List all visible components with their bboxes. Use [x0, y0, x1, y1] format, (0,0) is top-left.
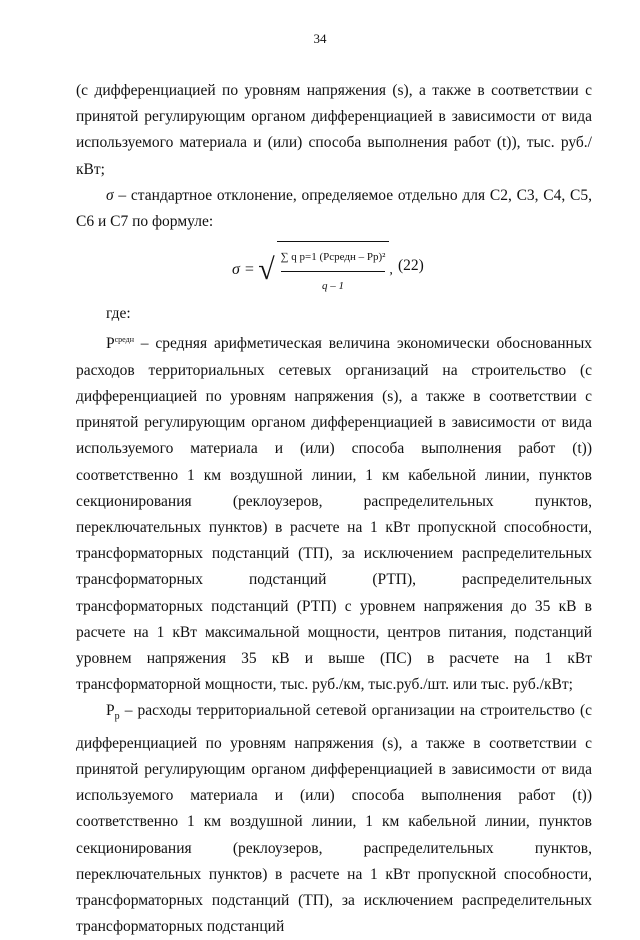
- p-p-subscript: p: [114, 711, 120, 723]
- p-sredn-symbol: P: [106, 335, 115, 353]
- sqrt-icon: √: [258, 253, 275, 287]
- p-p-symbol: P: [106, 702, 115, 720]
- page-number: 34: [313, 31, 327, 46]
- formula-denominator: q – 1: [322, 280, 345, 293]
- where-label: где:: [106, 305, 131, 323]
- formula-expression: [232, 241, 393, 299]
- document-body: [76, 78, 592, 940]
- paragraph-continuation: (с дифференциацией по уровням напряжения (s), а также в соответствии с принятой регулирующим органом дифференциацией в зависимости от вида используемого материала и (или) способа выполнения работ (t)), тыс. руб./кВт;: [76, 82, 592, 178]
- p-p-definition-text: – расходы территориальной сетевой организации на строительство (с дифференциацией по уровням напряжения (s), а также в соответствии с принятой регулирующим органом дифференциацией в зависимости от вида используемого материала и (или) способа выполнения работ (t)) соответственно 1 км воздушной линии, 1 км кабельной линии, пунктов секционирования (реклоузеров, распределительных пунктов, переключательных пунктов) в расчете на 1 кВт пропускной способности, трансформаторных подстанций (ТП), за исключением распределительных трансформаторных подстанций: [76, 702, 592, 936]
- formula-22: [76, 239, 592, 297]
- sigma-definition-text: – стандартное отклонение, определяемое отдельно для С2, С3, С4, С5, С6 и С7 по формуле:: [76, 186, 592, 231]
- paragraph-sigma-definition: [76, 183, 592, 235]
- paragraph-p-sredn-definition: [76, 327, 592, 698]
- paragraph-p-p-definition: [76, 698, 592, 940]
- formula-numerator: ∑ q p=1 (Pсредн – Pp)²: [281, 244, 386, 272]
- sigma-symbol: σ: [106, 186, 114, 204]
- p-sredn-superscript: средн: [114, 335, 134, 345]
- formula-comma: ,: [389, 262, 393, 278]
- p-sredn-definition-text: – средняя арифметическая величина экономически обоснованных расходов территориальных сетевых организаций на строительство (с дифференциацией по уровням напряжения (s), а также в соответствии с принятой регулирующим органом дифференциацией в зависимости от вида используемого материала и (или) способа выполнения работ (t)) соответственно 1 км воздушной линии, 1 км кабельной линии, пунктов секционирования (реклоузеров, распределительных пунктов, переключательных пунктов) в расчете на 1 кВт пропускной способности, трансформаторных подстанций (ТП), за исключением распределительных трансформаторных подстанций (РТП), распределительных трансформаторных подстанций (РТП) с уровнем напряжения до 35 кВ в расчете на 1 кВт максимальной мощности, центров питания, подстанций уровнем напряжения 35 кВ и выше (ПС) в расчете на 1 кВт трансформаторной мощности, тыс. руб./км, тыс.руб./шт. или тыс. руб./кВт;: [76, 335, 592, 694]
- formula-number: (22): [398, 257, 424, 275]
- formula-fraction: [277, 241, 390, 299]
- formula-lhs: σ =: [232, 261, 255, 279]
